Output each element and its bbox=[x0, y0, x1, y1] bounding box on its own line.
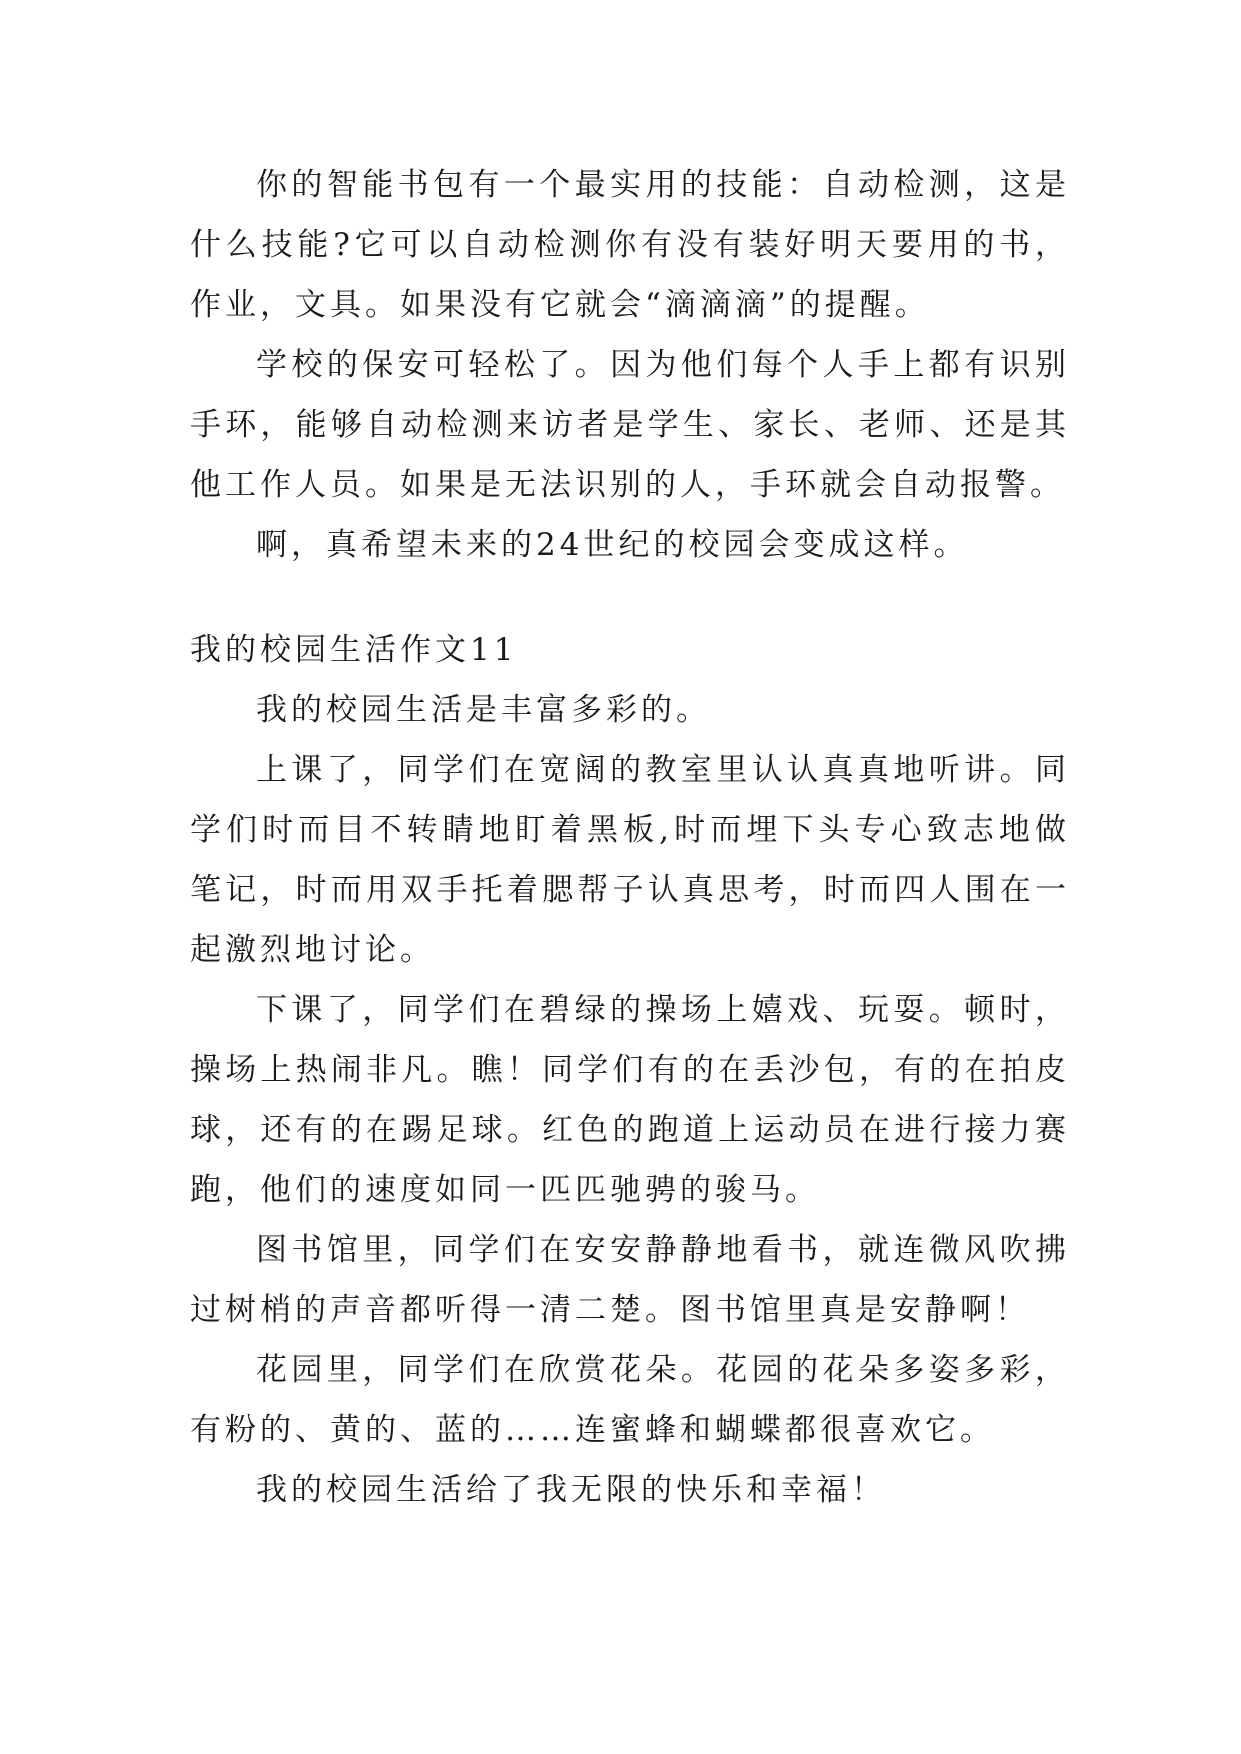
essay-heading: 我的校园生活作文11 bbox=[190, 632, 518, 668]
paragraph-recess: 下课了，同学们在碧绿的操场上嬉戏、玩耍。顿时，操场上热闹非凡。瞧！同学们有的在丢沙包，有的在拍皮球，还有的在踢足球。红色的跑道上运动员在进行接力赛跑，他们的速度如同一匹匹驰骋的骏马。 bbox=[190, 992, 1070, 1208]
paragraph-library: 图书馆里，同学们在安安静静地看书，就连微风吹拂过树梢的声音都听得一清二楚。图书馆里真是安静啊！ bbox=[190, 1232, 1070, 1328]
paragraph-school-security: 学校的保安可轻松了。因为他们每个人手上都有识别手环，能够自动检测来访者是学生、家长、老师、还是其他工作人员。如果是无法识别的人，手环就会自动报警。 bbox=[190, 347, 1070, 503]
paragraph-future-wish: 啊，真希望未来的24世纪的校园会变成这样。 bbox=[256, 527, 969, 563]
paragraph-conclusion: 我的校园生活给了我无限的快乐和幸福！ bbox=[256, 1472, 886, 1508]
document-body bbox=[190, 155, 1070, 1520]
section-gap bbox=[190, 575, 1070, 620]
paragraph-intro: 我的校园生活是丰富多彩的。 bbox=[256, 692, 711, 728]
paragraph-smart-schoolbag: 你的智能书包有一个最实用的技能：自动检测，这是什么技能?它可以自动检测你有没有装好明天要用的书，作业，文具。如果没有它就会“滴滴滴”的提醒。 bbox=[190, 167, 1070, 323]
paragraph-garden: 花园里，同学们在欣赏花朵。花园的花朵多姿多彩，有粉的、黄的、蓝的……连蜜蜂和蝴蝶都很喜欢它。 bbox=[190, 1352, 1070, 1448]
paragraph-in-class: 上课了，同学们在宽阔的教室里认认真真地听讲。同学们时而目不转睛地盯着黑板,时而埋下头专心致志地做笔记，时而用双手托着腮帮子认真思考，时而四人围在一起激烈地讨论。 bbox=[190, 752, 1070, 968]
